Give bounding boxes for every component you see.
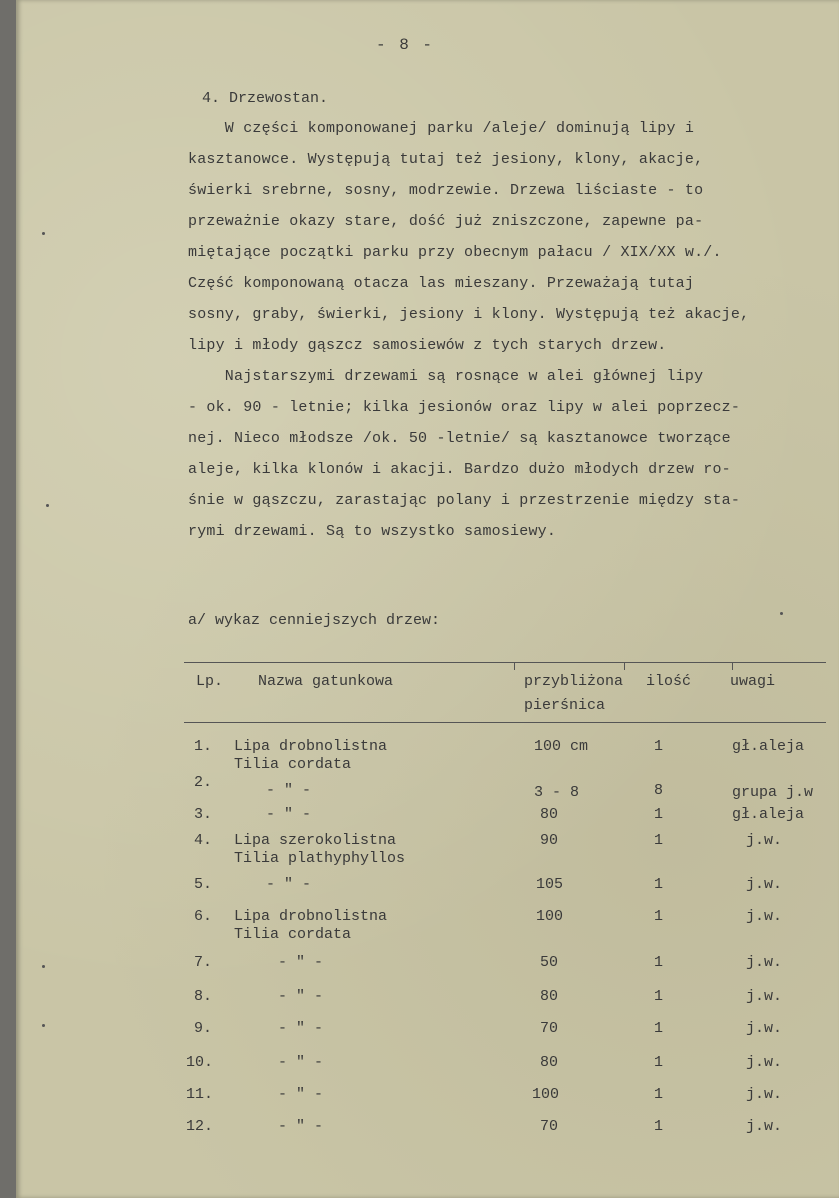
- cell-lp: 11.: [186, 1086, 214, 1103]
- cell-name: - " -: [260, 1118, 324, 1135]
- column-divider: [732, 662, 733, 670]
- header-notes: uwagi: [730, 673, 776, 690]
- cell-lp: 2.: [194, 774, 213, 791]
- cell-lp: 10.: [186, 1054, 214, 1071]
- cell-qty: 1: [654, 1118, 664, 1135]
- cell-notes: j.w.: [746, 832, 783, 849]
- cell-lp: 8.: [194, 988, 213, 1005]
- cell-notes: j.w.: [746, 908, 783, 925]
- cell-lp: 3.: [194, 806, 213, 823]
- section-heading: 4. Drzewostan.: [202, 90, 329, 107]
- paper-speck: [42, 1024, 45, 1027]
- cell-girth: 3 - 8: [534, 784, 580, 801]
- cell-lp: 12.: [186, 1118, 214, 1135]
- cell-qty: 1: [654, 876, 664, 893]
- text-line: lipy i młody gąszcz samosiewów z tych starych drzew.: [188, 337, 667, 354]
- cell-qty: 1: [654, 954, 664, 971]
- column-divider: [514, 662, 515, 670]
- cell-qty: 1: [654, 738, 664, 755]
- header-girth-line2: pierśnica: [524, 697, 606, 714]
- cell-qty: 8: [654, 782, 664, 799]
- text-line: aleje, kilka klonów i akacji. Bardzo dużo młodych drzew ro-: [188, 461, 731, 478]
- cell-notes: gł.aleja: [732, 806, 805, 823]
- paper-speck: [46, 504, 49, 507]
- cell-girth: 80: [540, 806, 559, 823]
- table-top-rule: [184, 662, 826, 663]
- cell-name: - " -: [260, 1086, 324, 1103]
- text-line: śnie w gąszczu, zarastając polany i przestrzenie między sta-: [188, 492, 741, 509]
- cell-lp: 7.: [194, 954, 213, 971]
- cell-notes: gł.aleja: [732, 738, 805, 755]
- text-line: Część komponowaną otacza las mieszany. Przeważają tutaj: [188, 275, 695, 292]
- header-lp: Lp.: [196, 673, 224, 690]
- cell-girth: 70: [540, 1020, 559, 1037]
- text-line: przeważnie okazy stare, dość już zniszczone, zapewne pa-: [188, 213, 704, 230]
- cell-notes: j.w.: [746, 988, 783, 1005]
- cell-girth: 80: [540, 1054, 559, 1071]
- text-line: miętające początki parku przy obecnym pałacu / XIX/XX w./.: [188, 244, 722, 261]
- text-line: rymi drzewami. Są to wszystko samosiewy.: [188, 523, 557, 540]
- text-line: kasztanowce. Występują tutaj też jesiony, klony, akacje,: [188, 151, 704, 168]
- cell-name: - " -: [248, 806, 312, 823]
- cell-lp: 4.: [194, 832, 213, 849]
- text-line: - ok. 90 - letnie; kilka jesionów oraz lipy w alei poprzecz-: [188, 399, 741, 416]
- header-name: Nazwa gatunkowa: [258, 673, 394, 690]
- paper-speck: [780, 612, 783, 615]
- cell-girth: 100: [536, 908, 564, 925]
- cell-girth: 80: [540, 988, 559, 1005]
- cell-girth: 90: [540, 832, 559, 849]
- cell-lp: 5.: [194, 876, 213, 893]
- cell-girth: 105: [536, 876, 564, 893]
- cell-lp: 6.: [194, 908, 213, 925]
- cell-girth: 100: [532, 1086, 560, 1103]
- cell-notes: j.w.: [746, 1086, 783, 1103]
- cell-name: - " -: [248, 876, 312, 893]
- cell-girth: 50: [540, 954, 559, 971]
- cell-name: Lipa drobnolistna Tilia cordata: [234, 908, 388, 943]
- cell-lp: 9.: [194, 1020, 213, 1037]
- cell-notes: j.w.: [746, 1118, 783, 1135]
- cell-name: - " -: [260, 1020, 324, 1037]
- table-header-rule: [184, 722, 826, 723]
- cell-girth: 70: [540, 1118, 559, 1135]
- column-divider: [624, 662, 625, 670]
- header-girth: przybliżona: [524, 673, 624, 690]
- text-line: Najstarszymi drzewami są rosnące w alei głównej lipy: [188, 368, 704, 385]
- cell-notes: j.w.: [746, 1054, 783, 1071]
- text-line: sosny, graby, świerki, jesiony i klony. Występują też akacje,: [188, 306, 750, 323]
- cell-name: - " -: [260, 954, 324, 971]
- page-number: - 8 -: [376, 36, 435, 54]
- cell-qty: 1: [654, 1020, 664, 1037]
- cell-girth: 100 cm: [534, 738, 589, 755]
- text-line: świerki srebrne, sosny, modrzewie. Drzewa liściaste - to: [188, 182, 704, 199]
- cell-notes: grupa j.w: [732, 784, 814, 801]
- cell-notes: j.w.: [746, 876, 783, 893]
- cell-name: Lipa szerokolistna Tilia plathyphyllos: [234, 832, 406, 867]
- cell-lp: 1.: [194, 738, 213, 755]
- paper-speck: [42, 965, 45, 968]
- cell-name: - " -: [260, 988, 324, 1005]
- list-heading: a/ wykaz cenniejszych drzew:: [188, 612, 441, 629]
- cell-qty: 1: [654, 1054, 664, 1071]
- cell-qty: 1: [654, 1086, 664, 1103]
- cell-notes: j.w.: [746, 954, 783, 971]
- paper-speck: [42, 232, 45, 235]
- cell-name: Lipa drobnolistna Tilia cordata: [234, 738, 388, 773]
- text-line: W części komponowanej parku /aleje/ dominują lipy i: [188, 120, 695, 137]
- document-page: [16, 0, 839, 1198]
- cell-qty: 1: [654, 832, 664, 849]
- cell-qty: 1: [654, 908, 664, 925]
- cell-name: - " -: [248, 782, 312, 799]
- text-line: nej. Nieco młodsze /ok. 50 -letnie/ są kasztanowce tworzące: [188, 430, 731, 447]
- cell-notes: j.w.: [746, 1020, 783, 1037]
- cell-name: - " -: [260, 1054, 324, 1071]
- cell-qty: 1: [654, 988, 664, 1005]
- header-qty: ilość: [646, 673, 692, 690]
- cell-qty: 1: [654, 806, 664, 823]
